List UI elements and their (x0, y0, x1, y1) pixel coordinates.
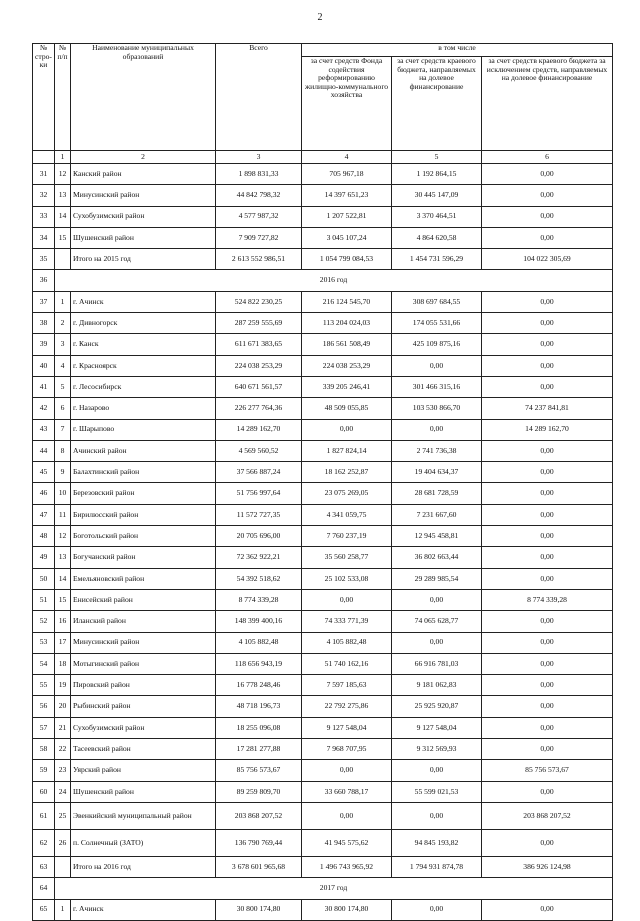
row-number-cell: 53 (33, 632, 55, 653)
row-number-cell: 45 (33, 462, 55, 483)
name-cell: Шушенский район (71, 227, 216, 248)
total-cell: 4 569 560,52 (216, 440, 302, 461)
total-cell: 14 289 162,70 (216, 419, 302, 440)
total-cell: 226 277 764,36 (216, 398, 302, 419)
row-number-cell: 49 (33, 547, 55, 568)
name-cell: Березовский район (71, 483, 216, 504)
regional-excl-cell: 0,00 (482, 291, 613, 312)
row-number-cell: 38 (33, 313, 55, 334)
fund-cell: 0,00 (302, 419, 392, 440)
regional-excl-cell: 0,00 (482, 829, 613, 856)
regional-excl-cell: 0,00 (482, 164, 613, 185)
header-regional-excl: за счет средств краевого бюджета за исключением средств, направляемых на долевое финансирование (482, 57, 613, 151)
regional-cell: 0,00 (392, 589, 482, 610)
regional-excl-cell: 0,00 (482, 313, 613, 334)
pp-cell: 1 (55, 291, 71, 312)
pp-cell: 6 (55, 398, 71, 419)
table-row (33, 739, 613, 760)
table-body (33, 151, 613, 921)
name-cell: г. Назарово (71, 398, 216, 419)
table-row (33, 185, 613, 206)
row-number-cell: 54 (33, 653, 55, 674)
pp-cell: 15 (55, 227, 71, 248)
row-number-cell: 41 (33, 376, 55, 397)
regional-cell: 0,00 (392, 760, 482, 781)
section-label-cell: 2016 год (55, 270, 613, 291)
total-cell: 524 822 230,25 (216, 291, 302, 312)
table-row (33, 398, 613, 419)
row-number-cell: 48 (33, 526, 55, 547)
regional-cell: 12 945 458,81 (392, 526, 482, 547)
fund-cell: 7 597 185,63 (302, 675, 392, 696)
header-fund: за счет средств Фонда содействия реформированию жилищно-коммунального хозяйства (302, 57, 392, 151)
pp-cell (55, 856, 71, 877)
fund-cell: 9 127 548,04 (302, 717, 392, 738)
regional-excl-cell: 0,00 (482, 355, 613, 376)
regional-excl-cell: 0,00 (482, 611, 613, 632)
name-cell: Тасеевский район (71, 739, 216, 760)
row-number-cell: 57 (33, 717, 55, 738)
total-cell: 3 678 601 965,68 (216, 856, 302, 877)
fund-cell: 23 075 269,05 (302, 483, 392, 504)
section-row (33, 878, 613, 899)
row-number-cell: 51 (33, 589, 55, 610)
pp-cell: 14 (55, 206, 71, 227)
name-cell: Итого на 2016 год (71, 856, 216, 877)
section-label-cell: 2017 год (55, 878, 613, 899)
row-number-cell: 39 (33, 334, 55, 355)
name-cell: Боготольский район (71, 526, 216, 547)
regional-cell: 28 681 728,59 (392, 483, 482, 504)
name-cell: Енисейский район (71, 589, 216, 610)
row-number-cell: 59 (33, 760, 55, 781)
regional-excl-cell: 85 756 573,67 (482, 760, 613, 781)
fund-cell: 4 341 059,75 (302, 504, 392, 525)
fund-cell: 1 496 743 965,92 (302, 856, 392, 877)
fund-cell: 4 105 882,48 (302, 632, 392, 653)
row-number-cell: 47 (33, 504, 55, 525)
regional-cell: 36 802 663,44 (392, 547, 482, 568)
table-row (33, 760, 613, 781)
table-row (33, 611, 613, 632)
total-cell: 4 577 987,32 (216, 206, 302, 227)
regional-cell: 55 599 021,53 (392, 781, 482, 802)
fund-cell: 0,00 (302, 589, 392, 610)
fund-cell: 30 800 174,80 (302, 899, 392, 920)
fund-cell: 3 045 107,24 (302, 227, 392, 248)
table-row (33, 781, 613, 802)
regional-cell: 3 370 464,51 (392, 206, 482, 227)
pp-cell: 16 (55, 611, 71, 632)
table-row (33, 589, 613, 610)
col-number: 5 (392, 151, 482, 164)
fund-cell: 25 102 533,08 (302, 568, 392, 589)
regional-cell: 4 864 620,58 (392, 227, 482, 248)
total-cell: 1 898 831,33 (216, 164, 302, 185)
name-cell: г. Ачинск (71, 899, 216, 920)
total-cell: 16 778 248,46 (216, 675, 302, 696)
pp-cell: 22 (55, 739, 71, 760)
header-including: в том числе (302, 44, 613, 57)
pp-cell: 13 (55, 547, 71, 568)
total-cell: 37 566 887,24 (216, 462, 302, 483)
regional-cell: 103 530 866,70 (392, 398, 482, 419)
row-number-cell: 37 (33, 291, 55, 312)
row-number-cell: 34 (33, 227, 55, 248)
regional-excl-cell: 0,00 (482, 717, 613, 738)
pp-cell: 21 (55, 717, 71, 738)
fund-cell: 51 740 162,16 (302, 653, 392, 674)
table-row (33, 164, 613, 185)
table-row (33, 227, 613, 248)
table-row (33, 696, 613, 717)
fund-cell: 1 827 824,14 (302, 440, 392, 461)
regional-excl-cell: 386 926 124,98 (482, 856, 613, 877)
regional-excl-cell: 74 237 841,81 (482, 398, 613, 419)
regional-excl-cell: 0,00 (482, 696, 613, 717)
pp-cell: 24 (55, 781, 71, 802)
total-cell: 89 259 809,70 (216, 781, 302, 802)
total-cell: 18 255 096,08 (216, 717, 302, 738)
fund-cell: 35 560 258,77 (302, 547, 392, 568)
pp-cell: 1 (55, 899, 71, 920)
table-row (33, 376, 613, 397)
regional-excl-cell: 0,00 (482, 334, 613, 355)
regional-excl-cell: 0,00 (482, 653, 613, 674)
table-row (33, 856, 613, 877)
name-cell: п. Солнечный (ЗАТО) (71, 829, 216, 856)
table-row (33, 419, 613, 440)
pp-cell: 23 (55, 760, 71, 781)
col-number: 3 (216, 151, 302, 164)
regional-cell: 2 741 736,38 (392, 440, 482, 461)
header-pp: № п/п (55, 44, 71, 151)
fund-cell: 74 333 771,39 (302, 611, 392, 632)
pp-cell: 12 (55, 526, 71, 547)
pp-cell: 25 (55, 802, 71, 829)
pp-cell: 8 (55, 440, 71, 461)
header-name: Наименование муниципальных образований (71, 44, 216, 151)
total-cell: 30 800 174,80 (216, 899, 302, 920)
fund-cell: 33 660 788,17 (302, 781, 392, 802)
regional-excl-cell: 8 774 339,28 (482, 589, 613, 610)
name-cell: Мотыгинский район (71, 653, 216, 674)
regional-cell: 9 181 062,83 (392, 675, 482, 696)
total-cell: 2 613 552 986,51 (216, 249, 302, 270)
row-number-cell: 58 (33, 739, 55, 760)
section-row (33, 270, 613, 291)
table-row (33, 632, 613, 653)
name-cell: Эвенкийский муниципальный район (71, 802, 216, 829)
header-row-number: № стро-ки (33, 44, 55, 151)
table-row (33, 504, 613, 525)
total-cell: 224 038 253,29 (216, 355, 302, 376)
row-number-cell: 52 (33, 611, 55, 632)
funding-table (32, 43, 613, 921)
total-cell: 51 756 997,64 (216, 483, 302, 504)
regional-cell: 308 697 684,55 (392, 291, 482, 312)
regional-excl-cell: 0,00 (482, 376, 613, 397)
name-cell: Сухобузимский район (71, 717, 216, 738)
name-cell: Итого на 2015 год (71, 249, 216, 270)
table-row (33, 206, 613, 227)
regional-cell: 9 127 548,04 (392, 717, 482, 738)
regional-excl-cell: 203 868 207,52 (482, 802, 613, 829)
pp-cell: 15 (55, 589, 71, 610)
total-cell: 7 909 727,82 (216, 227, 302, 248)
total-cell: 85 756 573,67 (216, 760, 302, 781)
regional-cell: 0,00 (392, 355, 482, 376)
total-cell: 17 281 277,88 (216, 739, 302, 760)
fund-cell: 0,00 (302, 802, 392, 829)
regional-excl-cell: 0,00 (482, 504, 613, 525)
fund-cell: 1 207 522,81 (302, 206, 392, 227)
regional-excl-cell: 0,00 (482, 675, 613, 696)
regional-excl-cell: 0,00 (482, 227, 613, 248)
total-cell: 203 868 207,52 (216, 802, 302, 829)
column-number-row (33, 151, 613, 164)
total-cell: 4 105 882,48 (216, 632, 302, 653)
regional-cell: 74 065 628,77 (392, 611, 482, 632)
regional-excl-cell: 0,00 (482, 568, 613, 589)
fund-cell: 7 968 707,95 (302, 739, 392, 760)
regional-cell: 425 109 875,16 (392, 334, 482, 355)
regional-excl-cell: 0,00 (482, 483, 613, 504)
regional-cell: 0,00 (392, 802, 482, 829)
regional-cell: 0,00 (392, 899, 482, 920)
pp-cell: 13 (55, 185, 71, 206)
fund-cell: 7 760 237,19 (302, 526, 392, 547)
regional-cell: 9 312 569,93 (392, 739, 482, 760)
regional-excl-cell: 0,00 (482, 440, 613, 461)
table-row (33, 802, 613, 829)
regional-cell: 7 231 667,60 (392, 504, 482, 525)
total-cell: 611 671 383,65 (216, 334, 302, 355)
table-row (33, 717, 613, 738)
total-cell: 11 572 727,35 (216, 504, 302, 525)
row-number-cell: 55 (33, 675, 55, 696)
pp-cell: 7 (55, 419, 71, 440)
regional-excl-cell: 0,00 (482, 632, 613, 653)
col-number: 2 (71, 151, 216, 164)
total-cell: 20 705 696,00 (216, 526, 302, 547)
row-number-cell: 40 (33, 355, 55, 376)
pp-cell: 10 (55, 483, 71, 504)
name-cell: Минусинский район (71, 185, 216, 206)
regional-cell: 29 289 985,54 (392, 568, 482, 589)
table-row (33, 462, 613, 483)
fund-cell: 1 054 799 084,53 (302, 249, 392, 270)
fund-cell: 339 205 246,41 (302, 376, 392, 397)
page-number: 2 (317, 12, 323, 23)
pp-cell: 18 (55, 653, 71, 674)
name-cell: Уярский район (71, 760, 216, 781)
regional-cell: 1 454 731 596,29 (392, 249, 482, 270)
regional-cell: 94 845 193,82 (392, 829, 482, 856)
regional-excl-cell: 14 289 162,70 (482, 419, 613, 440)
name-cell: Ачинский район (71, 440, 216, 461)
table-row (33, 355, 613, 376)
regional-cell: 301 466 315,16 (392, 376, 482, 397)
row-number-cell: 50 (33, 568, 55, 589)
name-cell: г. Красноярск (71, 355, 216, 376)
total-cell: 640 671 561,57 (216, 376, 302, 397)
regional-excl-cell: 0,00 (482, 185, 613, 206)
table-row (33, 249, 613, 270)
pp-cell: 20 (55, 696, 71, 717)
table-row (33, 547, 613, 568)
total-cell: 148 399 400,16 (216, 611, 302, 632)
regional-cell: 30 445 147,09 (392, 185, 482, 206)
pp-cell: 14 (55, 568, 71, 589)
total-cell: 287 259 555,69 (216, 313, 302, 334)
regional-excl-cell: 0,00 (482, 462, 613, 483)
row-number-cell: 65 (33, 899, 55, 920)
row-number-cell: 56 (33, 696, 55, 717)
name-cell: Сухобузимский район (71, 206, 216, 227)
row-number-cell: 31 (33, 164, 55, 185)
row-number-cell: 33 (33, 206, 55, 227)
row-number-cell: 43 (33, 419, 55, 440)
col-number: 6 (482, 151, 613, 164)
table-row (33, 829, 613, 856)
pp-cell: 3 (55, 334, 71, 355)
table-row (33, 291, 613, 312)
row-number-cell: 44 (33, 440, 55, 461)
fund-cell: 0,00 (302, 760, 392, 781)
pp-cell: 4 (55, 355, 71, 376)
name-cell: Минусинский район (71, 632, 216, 653)
name-cell: Богучанский район (71, 547, 216, 568)
name-cell: Балахтинский район (71, 462, 216, 483)
row-number-cell: 36 (33, 270, 55, 291)
name-cell: г. Лесосибирск (71, 376, 216, 397)
pp-cell: 11 (55, 504, 71, 525)
pp-cell: 2 (55, 313, 71, 334)
row-number-cell: 46 (33, 483, 55, 504)
regional-excl-cell: 0,00 (482, 547, 613, 568)
row-number-cell: 42 (33, 398, 55, 419)
pp-cell: 9 (55, 462, 71, 483)
name-cell: г. Шарыпово (71, 419, 216, 440)
pp-cell: 12 (55, 164, 71, 185)
fund-cell: 41 945 575,62 (302, 829, 392, 856)
row-number-cell: 61 (33, 802, 55, 829)
row-number-cell: 60 (33, 781, 55, 802)
table-row (33, 526, 613, 547)
table-row (33, 653, 613, 674)
table-row (33, 334, 613, 355)
regional-cell: 66 916 781,03 (392, 653, 482, 674)
row-number-cell: 63 (33, 856, 55, 877)
pp-cell: 19 (55, 675, 71, 696)
fund-cell: 186 561 508,49 (302, 334, 392, 355)
total-cell: 44 842 798,32 (216, 185, 302, 206)
col-number: 1 (55, 151, 71, 164)
fund-cell: 48 509 055,85 (302, 398, 392, 419)
name-cell: Канский район (71, 164, 216, 185)
fund-cell: 22 792 275,86 (302, 696, 392, 717)
regional-excl-cell: 0,00 (482, 781, 613, 802)
table-row (33, 568, 613, 589)
fund-cell: 14 397 651,23 (302, 185, 392, 206)
table-row (33, 483, 613, 504)
pp-cell (55, 249, 71, 270)
total-cell: 48 718 196,73 (216, 696, 302, 717)
pp-cell: 26 (55, 829, 71, 856)
regional-cell: 1 192 864,15 (392, 164, 482, 185)
table-row (33, 440, 613, 461)
name-cell: г. Дивногорск (71, 313, 216, 334)
col-number: 4 (302, 151, 392, 164)
name-cell: г. Ачинск (71, 291, 216, 312)
name-cell: Пировский район (71, 675, 216, 696)
pp-cell: 5 (55, 376, 71, 397)
total-cell: 8 774 339,28 (216, 589, 302, 610)
row-number-cell: 62 (33, 829, 55, 856)
regional-excl-cell: 0,00 (482, 739, 613, 760)
regional-excl-cell: 0,00 (482, 526, 613, 547)
name-cell: Рыбинский район (71, 696, 216, 717)
fund-cell: 224 038 253,29 (302, 355, 392, 376)
name-cell: Шушенский район (71, 781, 216, 802)
total-cell: 72 362 922,21 (216, 547, 302, 568)
regional-cell: 174 055 531,66 (392, 313, 482, 334)
regional-cell: 0,00 (392, 419, 482, 440)
regional-excl-cell: 0,00 (482, 206, 613, 227)
regional-excl-cell: 0,00 (482, 899, 613, 920)
regional-cell: 0,00 (392, 632, 482, 653)
name-cell: Бирилюсский район (71, 504, 216, 525)
regional-cell: 19 404 634,37 (392, 462, 482, 483)
name-cell: г. Канск (71, 334, 216, 355)
regional-cell: 25 925 920,87 (392, 696, 482, 717)
total-cell: 136 790 769,44 (216, 829, 302, 856)
name-cell: Емельяновский район (71, 568, 216, 589)
pp-cell: 17 (55, 632, 71, 653)
fund-cell: 705 967,18 (302, 164, 392, 185)
table-row (33, 899, 613, 920)
name-cell: Иланский район (71, 611, 216, 632)
fund-cell: 216 124 545,70 (302, 291, 392, 312)
row-number-cell: 32 (33, 185, 55, 206)
fund-cell: 113 204 024,03 (302, 313, 392, 334)
table-row (33, 313, 613, 334)
header-total: Всего (216, 44, 302, 151)
fund-cell: 18 162 252,87 (302, 462, 392, 483)
header-regional: за счет средств краевого бюджета, направляемых на долевое финансирование (392, 57, 482, 151)
row-number-cell: 64 (33, 878, 55, 899)
row-number-cell: 35 (33, 249, 55, 270)
regional-excl-cell: 104 022 305,69 (482, 249, 613, 270)
table-row (33, 675, 613, 696)
total-cell: 54 392 518,62 (216, 568, 302, 589)
total-cell: 118 656 943,19 (216, 653, 302, 674)
regional-cell: 1 794 931 874,78 (392, 856, 482, 877)
